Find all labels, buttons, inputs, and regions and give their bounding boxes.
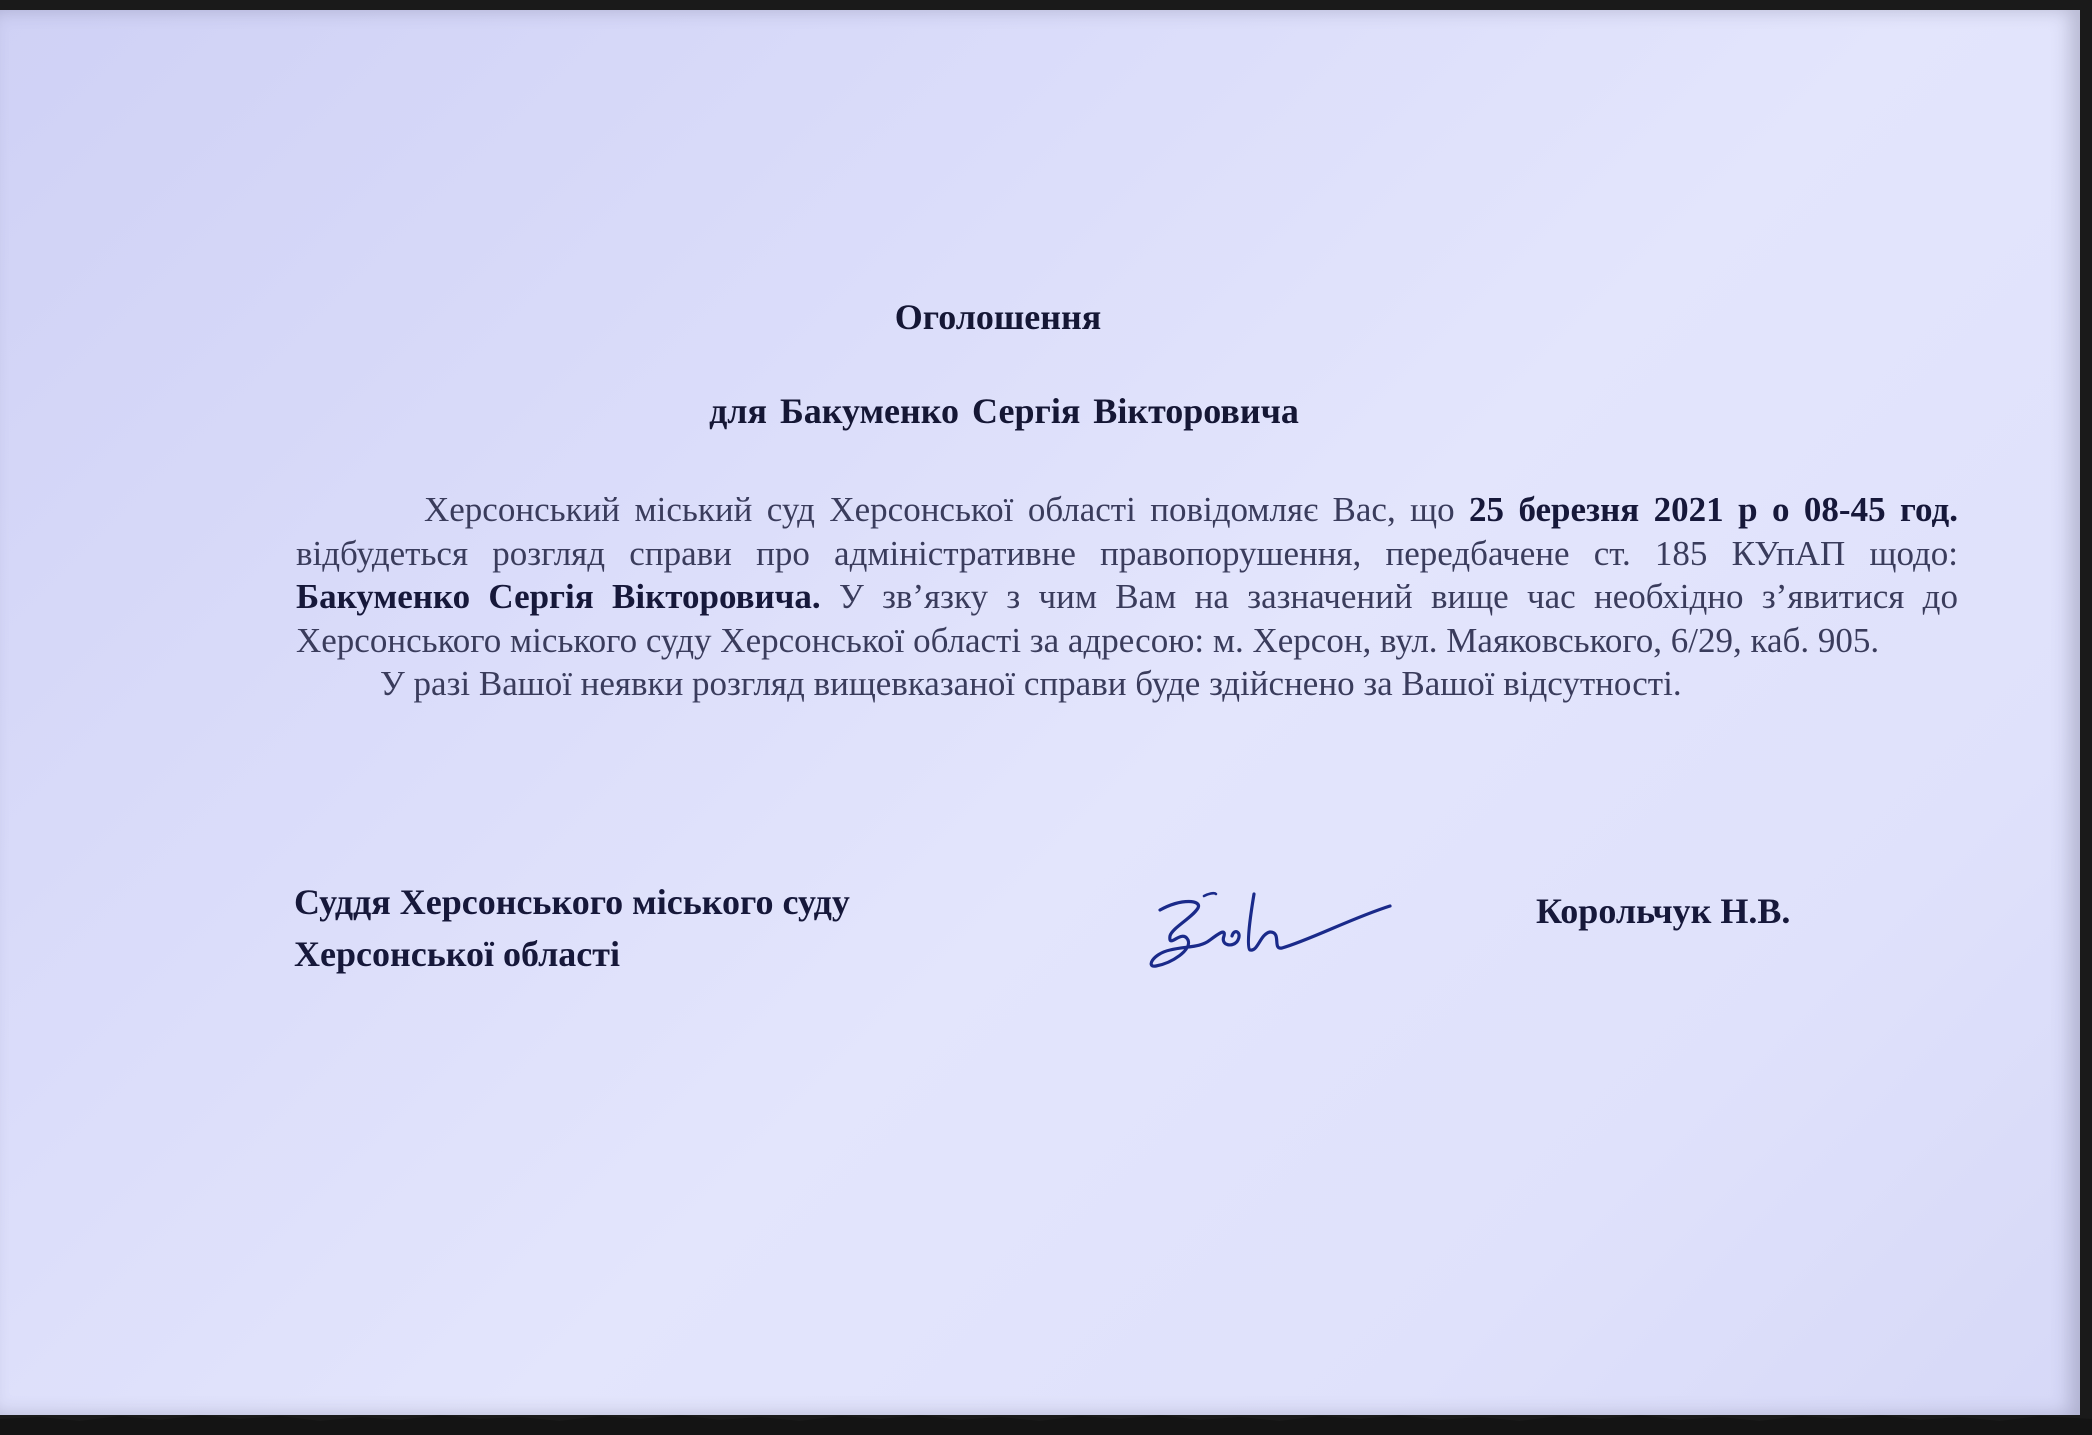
document-subtitle: для Бакуменко Сергія Вікторовича [709,391,1299,431]
document-title: Оголошення [894,297,1102,337]
notice-ending: У зв’язку з чим Вам на зазначений вище час необхідно з’явитися до Херсонського міського суду Херсонської області за адресою: м. Херсон, вул. Маяковського, 6/29, каб. 905. [296,577,1958,660]
hearing-date: 25 березня 2021 р о 08-45 год. [1469,490,1958,529]
judge-position-line2: Херсонської області [294,934,620,974]
document-body [296,488,1958,706]
paper-sheet [0,10,2080,1415]
notice-middle: відбудеться розгляд справи про адміністративне правопорушення, передбачене ст. 185 КУпАП щодо: [296,533,1958,573]
paragraph-absence: У разі Вашої неявки розгляд вищевказаної справи буде здійснено за Вашої відсутності. [380,664,1682,704]
judge-name: Корольчук Н.В. [1536,891,1791,931]
paragraph-notice [296,488,1958,662]
defendant-name: Бакуменко Сергія Вікторовича. [296,577,821,617]
torn-paper-edge [0,1409,2092,1435]
handwritten-signature-icon [1142,888,1402,978]
judge-position-line1: Суддя Херсонського міського суду [294,882,850,922]
judge-position [294,876,850,980]
notice-intro: Херсонський міський суд Херсонської області повідомляє Вас, що [424,490,1470,529]
